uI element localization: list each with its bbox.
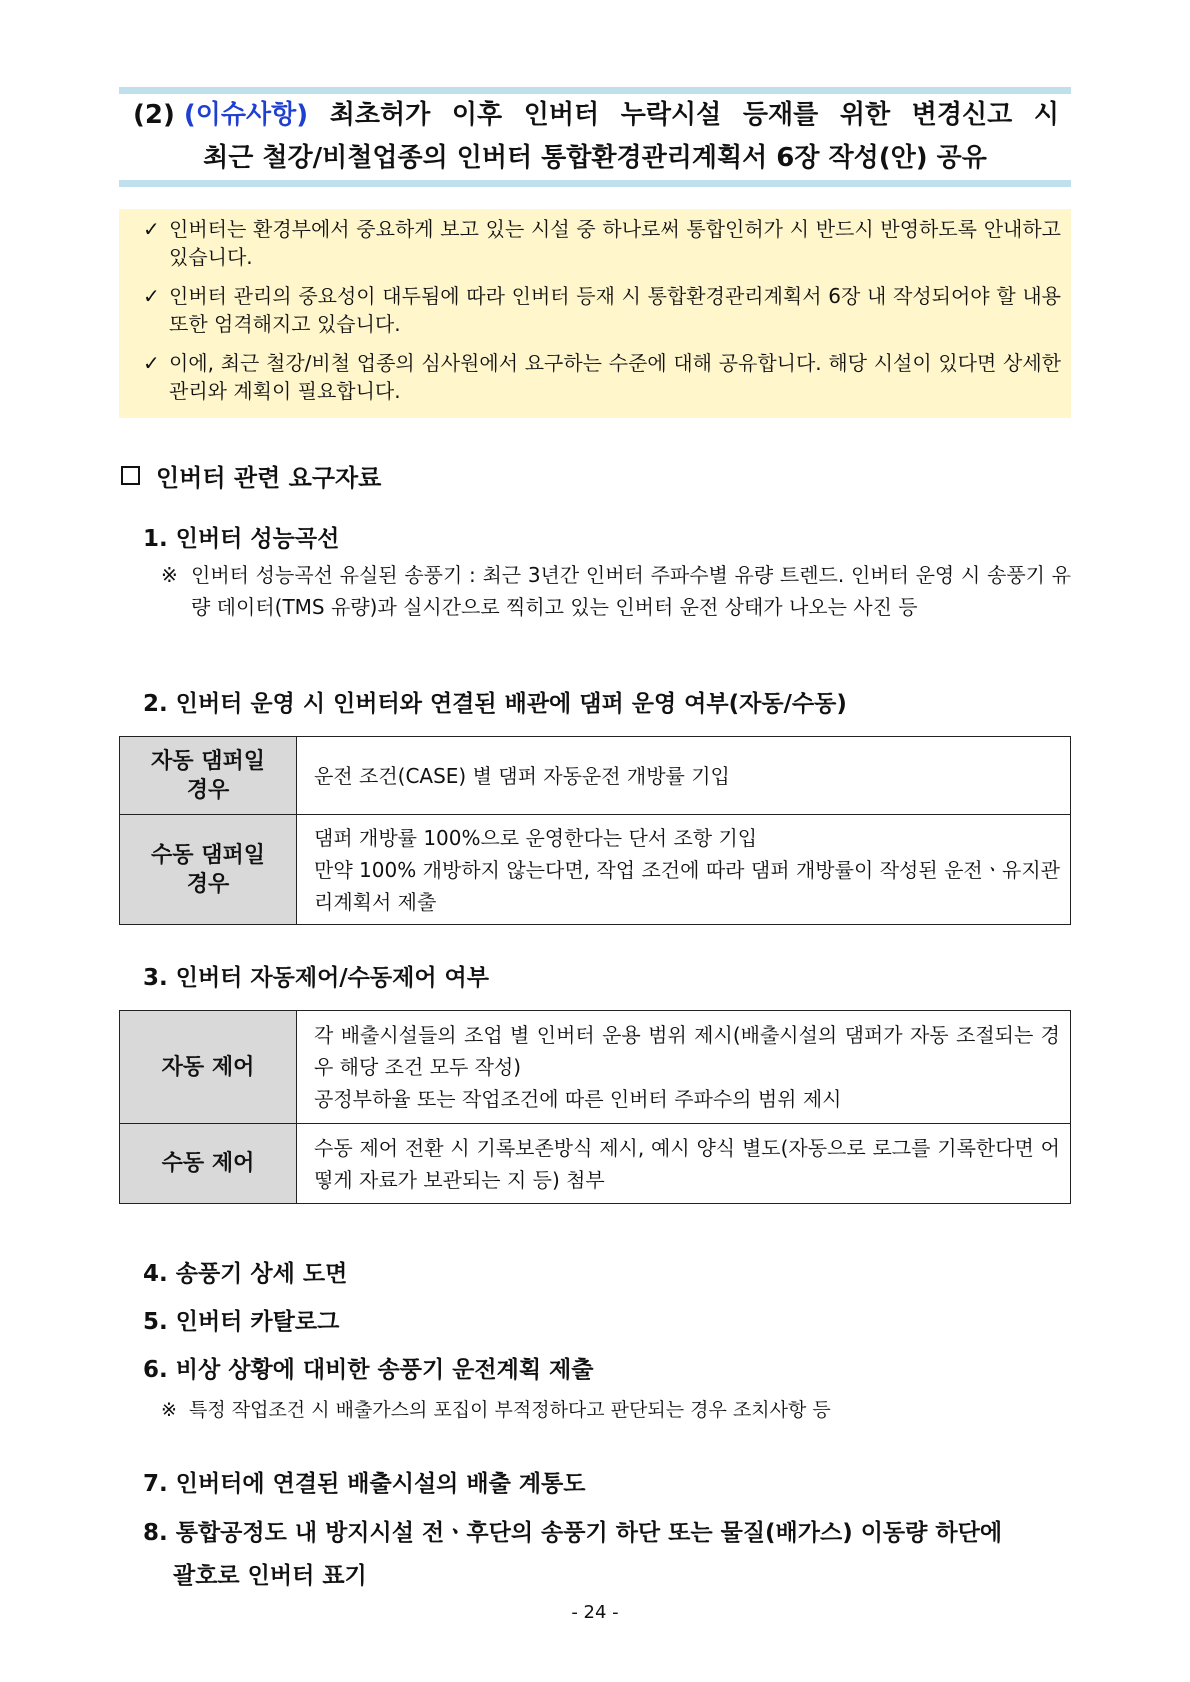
title-line-2: 최근 철강/비철업종의 인버터 통합환경관리계획서 6장 작성(안) 공유 (203, 143, 987, 173)
item-6-note (161, 1394, 1071, 1426)
check-icon: ✓ (143, 217, 160, 241)
notice-item (143, 215, 1061, 271)
item-8-heading: 8. 통합공정도 내 방지시설 전ㆍ후단의 송풍기 하단 또는 물질(배가스) 이동량 하단에 (143, 1520, 1003, 1546)
row-header-line: 수동 댐퍼일 (151, 842, 265, 868)
table-row-content (297, 737, 1071, 815)
table-row (120, 1124, 1071, 1204)
table-row (120, 737, 1071, 815)
item-5-heading: 5. 인버터 카탈로그 (143, 1309, 340, 1335)
title-prefix-group (133, 94, 308, 137)
item-4-heading: 4. 송풍기 상세 도면 (143, 1261, 348, 1287)
item-6-heading: 6. 비상 상황에 대비한 송풍기 운전계획 제출 (143, 1357, 594, 1383)
check-icon: ✓ (143, 284, 160, 308)
notice-text: 인버터 관리의 중요성이 대두됨에 따라 인버터 등재 시 통합환경관리계획서 6장 내 작성되어야 할 내용 또한 엄격해지고 있습니다. (169, 284, 1061, 336)
row-header-line: 경우 (186, 777, 230, 803)
table-row-header (120, 737, 297, 815)
row-header-line: 자동 댐퍼일 (151, 748, 265, 774)
item-1-note-text: 인버터 성능곡선 유실된 송풍기 : 최근 3년간 인버터 주파수별 유량 트렌드. 인버터 운영 시 송풍기 유량 데이터(TMS 유량)과 실시간으로 찍히고 있는 인버터 운전 상태가 나오는 사진 등 (191, 563, 1071, 619)
title-prefix: (2) (133, 100, 175, 130)
section-heading (119, 458, 381, 493)
title-word: 등재를 (742, 100, 819, 130)
notice-item (143, 349, 1061, 405)
title-issue-tag: (이슈사항) (183, 100, 309, 130)
content-line: 운전 조건(CASE) 별 댐퍼 자동운전 개방률 기입 (314, 763, 730, 788)
check-icon: ✓ (143, 351, 160, 375)
notice-text: 이에, 최근 철강/비철 업종의 심사원에서 요구하는 수준에 대해 공유합니다. 해당 시설이 있다면 상세한 관리와 계획이 필요합니다. (169, 351, 1061, 403)
title-top-rule (119, 87, 1071, 94)
reference-mark-icon: ※ (161, 1399, 177, 1421)
table-row-content (297, 1124, 1071, 1204)
table-row-header: 자동 제어 (120, 1011, 297, 1124)
title-word: 변경신고 (911, 100, 1013, 130)
title-word: 최초허가 (329, 100, 431, 130)
reference-mark-icon: ※ (161, 563, 178, 587)
item-1-heading: 1. 인버터 성능곡선 (143, 526, 340, 552)
title-word: 위한 (839, 100, 891, 130)
section-heading-text: 인버터 관련 요구자료 (156, 464, 382, 492)
table-row (120, 815, 1071, 925)
page-number: - 24 - (571, 1602, 619, 1623)
content-line: 각 배출시설들의 조업 별 인버터 운용 범위 제시(배출시설의 댐퍼가 자동 조절되는 경우 해당 조건 모두 작성) (314, 1023, 1060, 1079)
title-word: 누락시설 (620, 100, 722, 130)
table-row-content (297, 815, 1071, 925)
row-header-line: 경우 (186, 871, 230, 897)
content-line: 만약 100% 개방하지 않는다면, 작업 조건에 따라 댐퍼 개방률이 작성된 운전ㆍ유지관리계획서 제출 (314, 857, 1060, 914)
content-line: 공정부하율 또는 작업조건에 따른 인버터 주파수의 범위 제시 (314, 1087, 842, 1111)
title-word: 이후 (451, 100, 503, 130)
title-bottom-rule (119, 180, 1071, 187)
table-row (120, 1011, 1071, 1124)
document-title (119, 94, 1071, 180)
content-line: 수동 제어 전환 시 기록보존방식 제시, 예시 양식 별도(자동으로 로그를 기록한다면 어떻게 자료가 보관되는 지 등) 첨부 (314, 1135, 1060, 1192)
item-8-heading-cont: 괄호로 인버터 표기 (173, 1563, 367, 1589)
title-word: 인버터 (523, 100, 600, 130)
content-line: 댐퍼 개방률 100%으로 운영한다는 단서 조항 기입 (314, 825, 758, 850)
damper-table (119, 736, 1071, 925)
table-row-content (297, 1011, 1071, 1124)
item-1-note (161, 559, 1071, 623)
title-line-1 (119, 94, 1071, 137)
item-6-note-text: 특정 작업조건 시 배출가스의 포집이 부적정하다고 판단되는 경우 조치사항 등 (189, 1399, 831, 1421)
square-bullet-icon (121, 466, 140, 485)
notice-item (143, 282, 1061, 338)
item-2-heading: 2. 인버터 운영 시 인버터와 연결된 배관에 댐퍼 운영 여부(자동/수동) (143, 691, 847, 717)
table-row-header: 수동 제어 (120, 1124, 297, 1204)
notice-text: 인버터는 환경부에서 중요하게 보고 있는 시설 중 하나로써 통합인허가 시 반드시 반영하도록 안내하고 있습니다. (169, 217, 1061, 269)
item-7-heading: 7. 인버터에 연결된 배출시설의 배출 계통도 (143, 1471, 586, 1497)
item-3-heading: 3. 인버터 자동제어/수동제어 여부 (143, 965, 489, 991)
control-table (119, 1010, 1071, 1204)
table-row-header (120, 815, 297, 925)
title-word: 시 (1033, 100, 1059, 130)
notice-box (119, 209, 1071, 418)
